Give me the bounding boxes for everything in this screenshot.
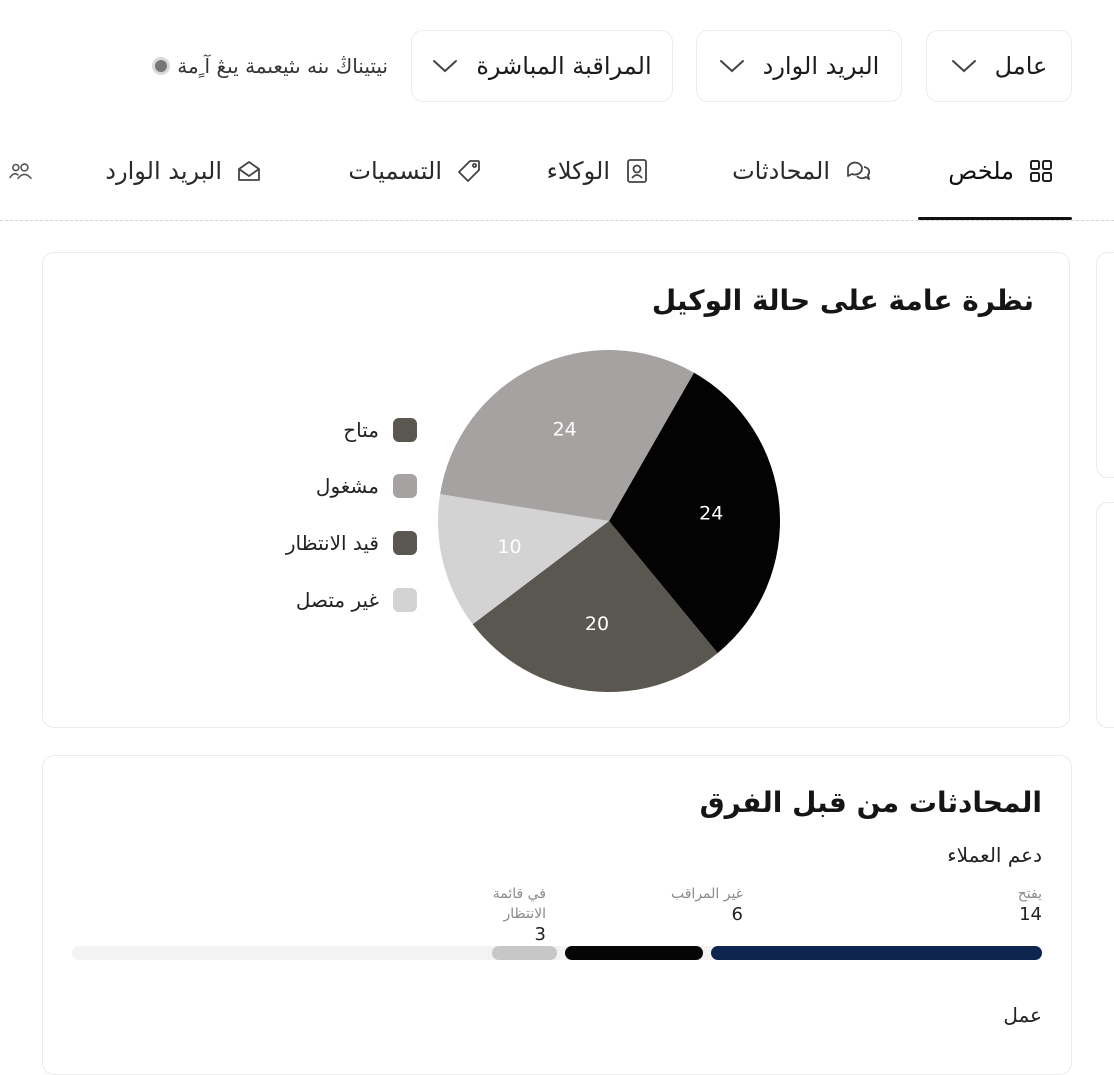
legend-swatch [393, 531, 417, 555]
stat-value: 14 [1019, 904, 1042, 925]
chevron-down-icon [719, 58, 745, 74]
legend-label: غير متصل [295, 588, 379, 612]
team-conversations-title: المحادثات من قبل الفرق [699, 786, 1042, 819]
chevron-down-icon [951, 58, 977, 74]
stat-label: في قائمة الانتظار [492, 886, 546, 922]
stat-open [922, 884, 1042, 926]
filter-dropdown-inbox[interactable] [696, 30, 902, 102]
pie-data-label: 10 [497, 535, 522, 558]
users-icon [8, 158, 34, 184]
tab-summary-label: ملخص [948, 157, 1014, 185]
tab-inbox[interactable] [105, 146, 262, 196]
legend-item-offline [296, 588, 417, 612]
team-name: عمل [1003, 1003, 1042, 1027]
tab-conversations[interactable] [732, 146, 870, 196]
stat-label: يفتح [1017, 886, 1042, 902]
stat-label: غير المراقب [670, 886, 743, 902]
legend-swatch [393, 474, 417, 498]
legend-swatch [393, 588, 417, 612]
tab-labels-label: التسميات [348, 157, 442, 185]
pie-data-label: 20 [584, 612, 610, 635]
legend-swatch [393, 418, 417, 442]
tab-inbox-label: البريد الوارد [105, 157, 222, 185]
bar-waiting [492, 946, 557, 960]
stat-value: 6 [731, 904, 743, 925]
filter-dropdown-worker[interactable] [926, 30, 1072, 102]
stat-waiting [482, 884, 546, 946]
team-name: دعم العملاء [947, 843, 1042, 867]
tag-icon [456, 158, 482, 184]
legend-item-waiting [286, 531, 417, 555]
tab-agents-label: الوكلاء [546, 157, 610, 185]
filter-dropdown-inbox-label: البريد الوارد [762, 52, 880, 80]
filter-dropdown-live-monitoring[interactable] [411, 30, 673, 102]
live-dot-icon [155, 60, 167, 72]
agent-status-title: نظرة عامة على حالة الوكيل [651, 284, 1034, 317]
side-card-top [1096, 252, 1114, 478]
tab-labels[interactable] [348, 146, 482, 196]
contact-card-icon [624, 158, 650, 184]
legend-label: قيد الانتظار [285, 531, 379, 555]
filter-dropdown-worker-label: عامل [994, 52, 1048, 80]
live-status-text: نيتيناڭ ىنه ىثيعىمة يىڠ آ ٍمة [177, 54, 388, 78]
pie-data-label: 24 [552, 418, 577, 441]
legend-label: مشغول [315, 474, 379, 498]
tabs-divider [0, 220, 1114, 221]
stat-value: 3 [534, 924, 546, 945]
tab-agents[interactable] [547, 146, 650, 196]
bar-open [711, 946, 1043, 960]
envelope-open-icon [236, 158, 262, 184]
legend-item-available [343, 418, 417, 442]
bar-unattended [565, 946, 703, 960]
legend-item-busy [316, 474, 417, 498]
agent-status-pie-chart [436, 348, 782, 694]
pie-data-label: 24 [699, 502, 724, 525]
legend-label: متاح [343, 418, 379, 442]
live-status [155, 54, 388, 78]
stat-unattended [623, 884, 743, 926]
chevron-down-icon [432, 58, 458, 74]
side-card-bottom [1096, 502, 1114, 728]
tab-teams[interactable] [8, 146, 34, 196]
tab-summary[interactable] [948, 146, 1054, 196]
chat-bubbles-icon [844, 158, 870, 184]
tab-conversations-label: المحادثات [732, 157, 830, 185]
grid-icon [1028, 158, 1054, 184]
filter-dropdown-live-label: المراقبة المباشرة [476, 52, 652, 80]
